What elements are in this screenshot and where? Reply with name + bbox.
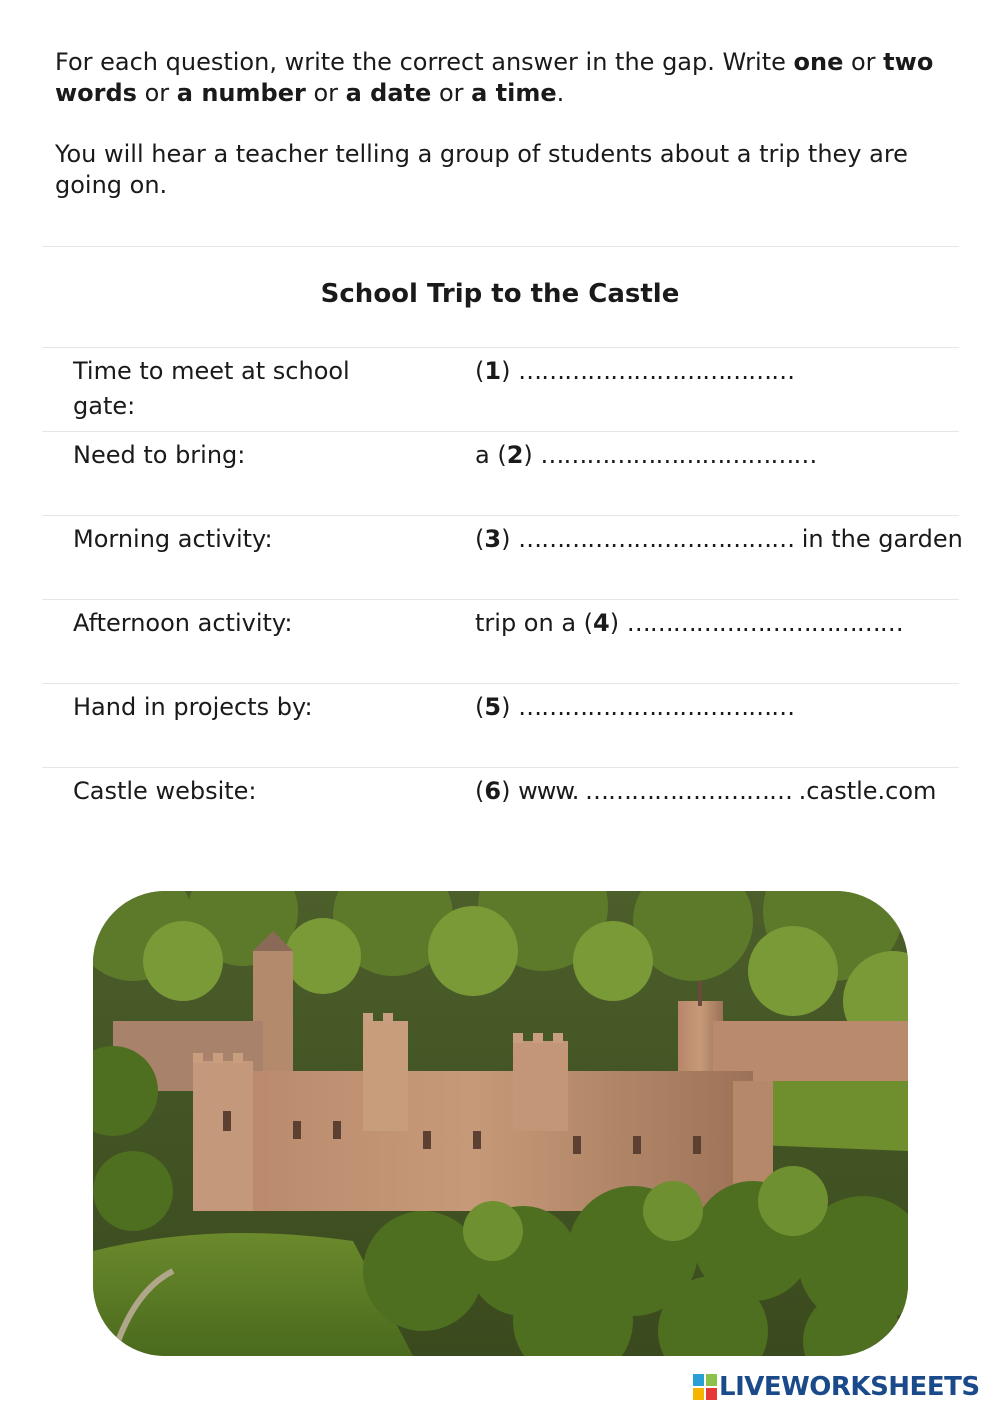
instructions-paragraph-2: You will hear a teacher telling a group of students about a trip they are going on.	[55, 140, 908, 199]
instruction-text: .	[556, 79, 565, 107]
answer-gap[interactable]: (1) ………………………………	[475, 357, 795, 385]
answer-gap[interactable]: (6) www. ……………………… .castle.com	[475, 777, 937, 805]
emphasis-text: a date	[345, 79, 432, 107]
question-label: Castle website:	[73, 777, 257, 805]
instruction-text: or	[305, 79, 346, 107]
question-row	[42, 348, 959, 432]
emphasis-text: two words	[55, 48, 934, 107]
instructions-paragraph-1	[55, 47, 947, 109]
emphasis-text: a number	[176, 79, 306, 107]
question-row	[42, 768, 959, 852]
page-title: School Trip to the Castle	[320, 279, 680, 309]
question-number: 4	[593, 609, 610, 637]
brand-name: LIVEWORKSHEETS	[719, 1372, 980, 1402]
question-row	[42, 600, 959, 684]
answer-prefix: a	[475, 441, 498, 469]
question-label: Time to meet at school gate:	[73, 357, 350, 420]
question-row	[42, 684, 959, 768]
answer-prefix: trip on a	[475, 609, 584, 637]
answer-gap[interactable]: (3) ……………………………… in the garden	[475, 525, 963, 553]
answer-blank[interactable]: ………………………………	[518, 693, 795, 721]
emphasis-text: one	[793, 48, 844, 76]
answer-suffix: .castle.com	[798, 777, 937, 805]
emphasis-text: a time	[471, 79, 557, 107]
instruction-text: or	[136, 79, 177, 107]
question-number: 1	[484, 357, 502, 385]
answer-blank[interactable]: ………………………………	[540, 441, 817, 469]
liveworksheets-icon	[693, 1374, 717, 1400]
question-number: 6	[484, 777, 502, 805]
instruction-text: For each question, write the correct answer in the gap. Write	[55, 48, 794, 76]
question-row	[42, 432, 959, 516]
answer-gap[interactable]: trip on a (4) ………………………………	[475, 609, 903, 637]
question-label: Hand in projects by:	[73, 693, 313, 721]
liveworksheets-logo	[693, 1372, 980, 1402]
question-number: 2	[506, 441, 524, 469]
answer-blank[interactable]: ………………………………	[518, 357, 795, 385]
question-number: 3	[484, 525, 502, 553]
answer-blank[interactable]: ………………………………	[626, 609, 903, 637]
answer-blank[interactable]: ………………………………	[518, 525, 795, 553]
question-label: Morning activity:	[73, 525, 273, 553]
question-row	[42, 516, 963, 600]
question-label: Afternoon activity:	[73, 609, 293, 637]
instruction-text: or	[843, 48, 884, 76]
answer-blank[interactable]: www. ………………………	[518, 777, 799, 805]
answer-suffix: in the garden	[794, 525, 963, 553]
answer-gap[interactable]: a (2) ………………………………	[475, 441, 817, 469]
answer-gap[interactable]: (5) ………………………………	[475, 693, 795, 721]
castle-photo	[93, 891, 908, 1356]
question-number: 5	[484, 693, 502, 721]
instruction-text: or	[431, 79, 472, 107]
divider	[42, 246, 959, 247]
question-label: Need to bring:	[73, 441, 246, 469]
